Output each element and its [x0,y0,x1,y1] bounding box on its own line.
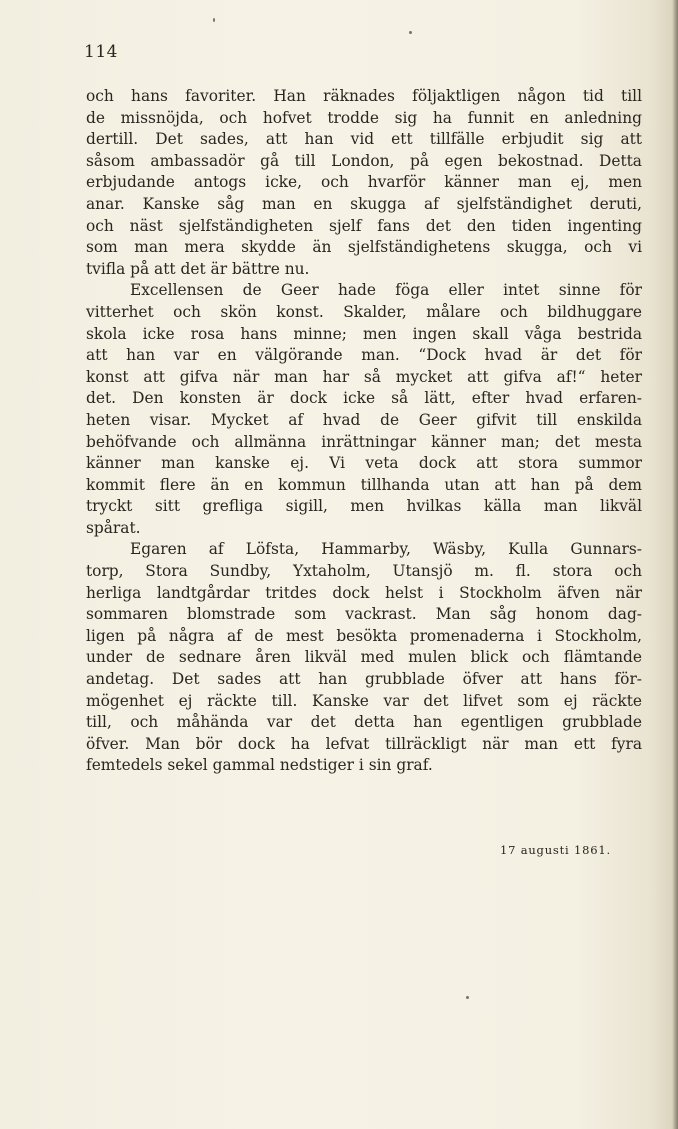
text-line: anar. Kanske såg man en skugga af sjelfständighet deruti, [86,194,642,213]
text-line: skola icke rosa hans minne; men ingen skall våga bestrida [86,324,642,343]
text-line: Excellensen de Geer hade föga eller intet sinne för [130,281,642,300]
text-line: kommit flere än en kommun tillhanda utan att han på dem [86,475,642,494]
text-line: mögenhet ej räckte till. Kanske var det lifvet som ej räckte [86,691,642,710]
text-line: herliga landtgårdar tritdes dock helst i Stockholm äfven när [86,583,642,602]
text-line: vitterhet och skön konst. Skalder, målare och bildhuggare [86,302,642,321]
date-signature: 17 augusti 1861. [500,843,611,857]
text-line: sommaren blomstrade som vackrast. Man såg honom dag- [86,605,642,624]
body-text [86,86,642,777]
text-line: Egaren af Löfsta, Hammarby, Wäsby, Kulla Gunnars- [130,540,642,559]
text-line: tryckt sitt grefliga sigill, men hvilkas källa man likväl [86,497,642,516]
text-line: behöfvande och allmänna inrättningar känner man; det mesta [86,432,642,451]
text-line: känner man kanske ej. Vi veta dock att stora summor [86,454,642,473]
text-line: det. Den konsten är dock icke så lätt, efter hvad erfaren- [86,389,642,408]
text-line: och hans favoriter. Han räknades följaktligen någon tid till [86,87,642,105]
text-line: tvifla på att det är bättre nu. [86,259,310,278]
text-line: spårat. [86,518,141,537]
ink-speck [213,18,215,22]
text-line: ligen på några af de mest besökta promenaderna i Stockholm, [86,626,642,645]
text-line: dertill. Det sades, att han vid ett tillfälle erbjudit sig att [86,130,642,149]
text-line: öfver. Man bör dock ha lefvat tillräckligt när man ett fyra [86,734,642,753]
text-line: under de sednare åren likväl med mulen blick och flämtande [86,648,642,667]
ink-speck [409,31,412,34]
page-edge-shadow [672,0,678,1129]
ink-speck [466,996,469,999]
text-line: heten visar. Mycket af hvad de Geer gifvit till enskilda [86,410,642,429]
text-line: femtedels sekel gammal nedstiger i sin graf. [86,756,433,775]
text-line: de missnöjda, och hofvet trodde sig ha funnit en anledning [86,108,642,127]
text-line: torp, Stora Sundby, Yxtaholm, Utansjö m. fl. stora och [86,562,642,581]
text-line: att han var en välgörande man. “Dock hvad är det för [86,346,642,365]
text-line: konst att gifva när man har så mycket att gifva af!“ heter [86,367,642,386]
text-line: andetag. Det sades att han grubblade öfver att hans för- [86,670,642,689]
text-line: till, och måhända var det detta han egentligen grubblade [86,713,642,732]
text-line: erbjudande antogs icke, och hvarför känner man ej, men [86,173,642,192]
text-line: som man mera skydde än sjelfständighetens skugga, och vi [86,238,642,257]
text-line: såsom ambassadör gå till London, på egen bekostnad. Detta [86,151,642,170]
page-number: 114 [84,42,118,62]
text-line: och näst sjelfständigheten sjelf fans det den tiden ingenting [86,216,642,235]
